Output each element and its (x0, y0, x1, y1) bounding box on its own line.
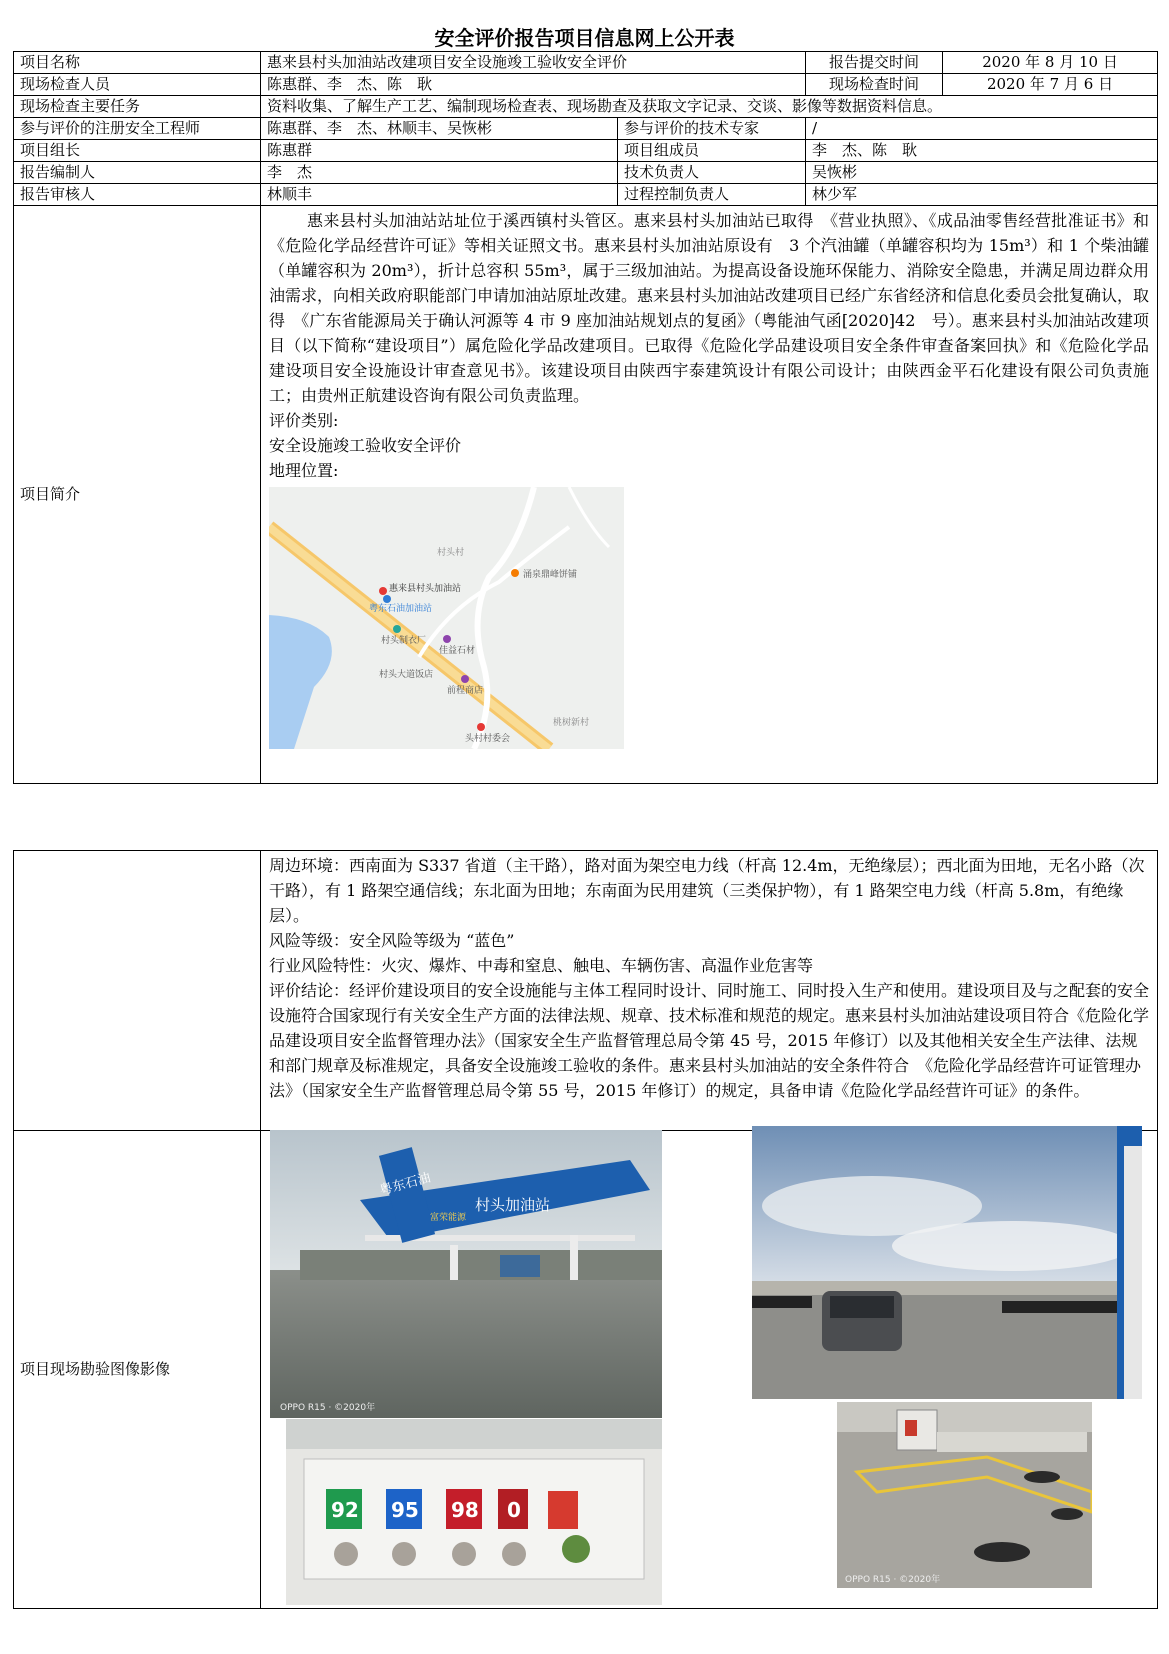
map-label: 惠来县村头加油站 (389, 584, 462, 594)
details-cell (261, 851, 1158, 1131)
eval-type-label: 评价类别: (269, 411, 339, 430)
intro-paragraph: 惠来县村头加油站站址位于溪西镇村头管区。惠来县村头加油站已取得 《营业执照》、《成品油零售经营批准证书》和《危险化学品经营许可证》等相关证照文书。惠来县村头加油站原设有 3 个汽油罐（单罐容积均为 15m³）和 1 个柴油罐（单罐容积为 20m³），折计总容积 55m³，属于三级加油站。为提高设备设施环保能力、消除安全隐患，并满足周边群众用油需求，向相关政府职能部门申请加油站原址改建。惠来县村头加油站改建项目已经广东省经济和信息化委员会批复确认，取得 《广东省能源局关于确认河源等 4 市 9 座加油站规划点的复函》（粤能油气函[2020]42 号）。惠来县村头加油站改建项目（以下简称“建设项目”）属危险化学品改建项目。已取得《危险化学品建设项目安全条件审查备案回执》和《危险化学品建设项目安全设施设计审查意见书》。该建设项目由陕西宇泰建筑设计有限公司设计；由陕西金平石化建设有限公司负责施工；由贵州正航建设咨询有限公司负责监理。 (269, 211, 1150, 405)
map-label: 村头大道饭店 (379, 670, 434, 680)
canopy-brand: 粤东石油 (378, 1170, 433, 1199)
map-poi-icon (443, 635, 451, 643)
inspectors-label: 现场检查人员 (14, 74, 261, 96)
reviewer: 林顺丰 (261, 184, 618, 206)
map-poi-icon (383, 595, 391, 603)
canopy-name: 村头加油站 (475, 1196, 551, 1214)
map-label: 村头制衣厂 (381, 636, 427, 646)
map-label: 涌泉鼎峰饼铺 (523, 570, 578, 580)
manhole-icon (974, 1542, 1030, 1562)
info-table-1 (13, 51, 1158, 784)
members: 李 杰、陈 耿 (806, 140, 1158, 162)
photo-fuel-grades (286, 1419, 662, 1605)
risk-level: 风险等级：安全风险等级为 “蓝色” (269, 931, 515, 950)
map-poi-icon (393, 625, 401, 633)
grade-label: 92 (331, 1498, 359, 1522)
surroundings: 周边环境：西南面为 S337 省道（主干路），路对面为架空电力线（杆高 12.4m，无绝缘层）；西北面为田地，无名小路（次干路），有 1 路架空通信线；东北面为田地；东南面为民用建筑（三类保护物），有 1 路架空电力线（杆高 5.8m，有绝缘层）。 (269, 856, 1145, 925)
map-label: 佳益石材 (439, 646, 476, 656)
compiler: 李 杰 (261, 162, 618, 184)
photo-station-canopy (270, 1130, 662, 1418)
engineers-label: 参与评价的注册安全工程师 (14, 118, 261, 140)
experts: / (806, 118, 1158, 140)
photo-tank-area (837, 1402, 1092, 1588)
process-lead: 林少军 (806, 184, 1158, 206)
grade-label: 0 (507, 1498, 521, 1522)
map-poi-icon (477, 723, 485, 731)
tasks: 资料收集、了解生产工艺、编制现场检查表、现场勘查及获取文字记录、交谈、影像等数据资料信息。 (261, 96, 1158, 118)
inspect-time-label: 现场检查时间 (806, 74, 943, 96)
conclusion: 评价结论：经评价建设项目的安全设施能与主体工程同时设计、同时施工、同时投入生产和使用。建设项目及与之配套的安全设施符合国家现行有关安全生产方面的法律法规、规章、技术标准和规范的规定。惠来县村头加油站建设项目符合《危险化学品建设项目安全监督管理办法》（国家安全生产监督管理总局令第 45 号，2015 年修订）以及其他相关安全生产法律、法规和部门规章及标准规定，具备安全设施竣工验收的条件。惠来县村头加油站的安全条件符合 《危险化学品经营许可证管理办法》（国家安全生产监督管理总局令第 55 号，2015 年修订）的规定，具备申请《危险化学品经营许可证》的条件。 (269, 981, 1150, 1100)
location-label: 地理位置: (269, 461, 339, 480)
map-pin-icon (379, 587, 387, 595)
grade-label: 95 (391, 1498, 419, 1522)
tech-lead-label: 技术负责人 (618, 162, 806, 184)
map-label: 头村村委会 (465, 734, 511, 744)
photo-watermark: OPPO R15 · ©2020年 (845, 1575, 941, 1585)
reviewer-label: 报告审核人 (14, 184, 261, 206)
inspectors: 陈惠群、李 杰、陈 耿 (261, 74, 806, 96)
intro-cell (261, 206, 1158, 784)
photo-forecourt-car (752, 1126, 1142, 1399)
project-name: 惠来县村头加油站改建项目安全设施竣工验收安全评价 (261, 52, 806, 74)
grade-label: 98 (451, 1498, 479, 1522)
process-lead-label: 过程控制负责人 (618, 184, 806, 206)
canopy-sub: 富荣能源 (430, 1213, 467, 1223)
engineers: 陈惠群、李 杰、林顺丰、吴恢彬 (261, 118, 618, 140)
map-poi-icon (511, 569, 519, 577)
eval-type: 安全设施竣工验收安全评价 (269, 436, 462, 455)
experts-label: 参与评价的技术专家 (618, 118, 806, 140)
map-label: 粤东石油加油站 (369, 604, 433, 614)
inspect-time: 2020 年 7 月 6 日 (943, 74, 1158, 96)
map-label: 桃树新村 (553, 718, 590, 728)
leader: 陈惠群 (261, 140, 618, 162)
map-poi-icon (461, 675, 469, 683)
photos-label: 项目现场勘验图像影像 (14, 1131, 261, 1609)
compiler-label: 报告编制人 (14, 162, 261, 184)
members-label: 项目组成员 (618, 140, 806, 162)
project-name-label: 项目名称 (14, 52, 261, 74)
manhole-icon (1051, 1508, 1083, 1520)
page-title: 安全评价报告项目信息网上公开表 (434, 26, 735, 50)
industry-risk: 行业风险特性：火灾、爆炸、中毒和窒息、触电、车辆伤害、高温作业危害等 (269, 956, 814, 975)
photo-watermark: OPPO R15 · ©2020年 (280, 1403, 376, 1413)
submit-time-label: 报告提交时间 (806, 52, 943, 74)
location-map (269, 487, 624, 749)
manhole-icon (1024, 1471, 1060, 1483)
map-label: 村头村 (437, 548, 465, 558)
leader-label: 项目组长 (14, 140, 261, 162)
map-graphic (269, 487, 624, 749)
map-label: 前程商店 (447, 686, 484, 696)
tech-lead: 吴恢彬 (806, 162, 1158, 184)
tasks-label: 现场检查主要任务 (14, 96, 261, 118)
intro-label: 项目简介 (14, 206, 261, 784)
submit-time: 2020 年 8 月 10 日 (943, 52, 1158, 74)
